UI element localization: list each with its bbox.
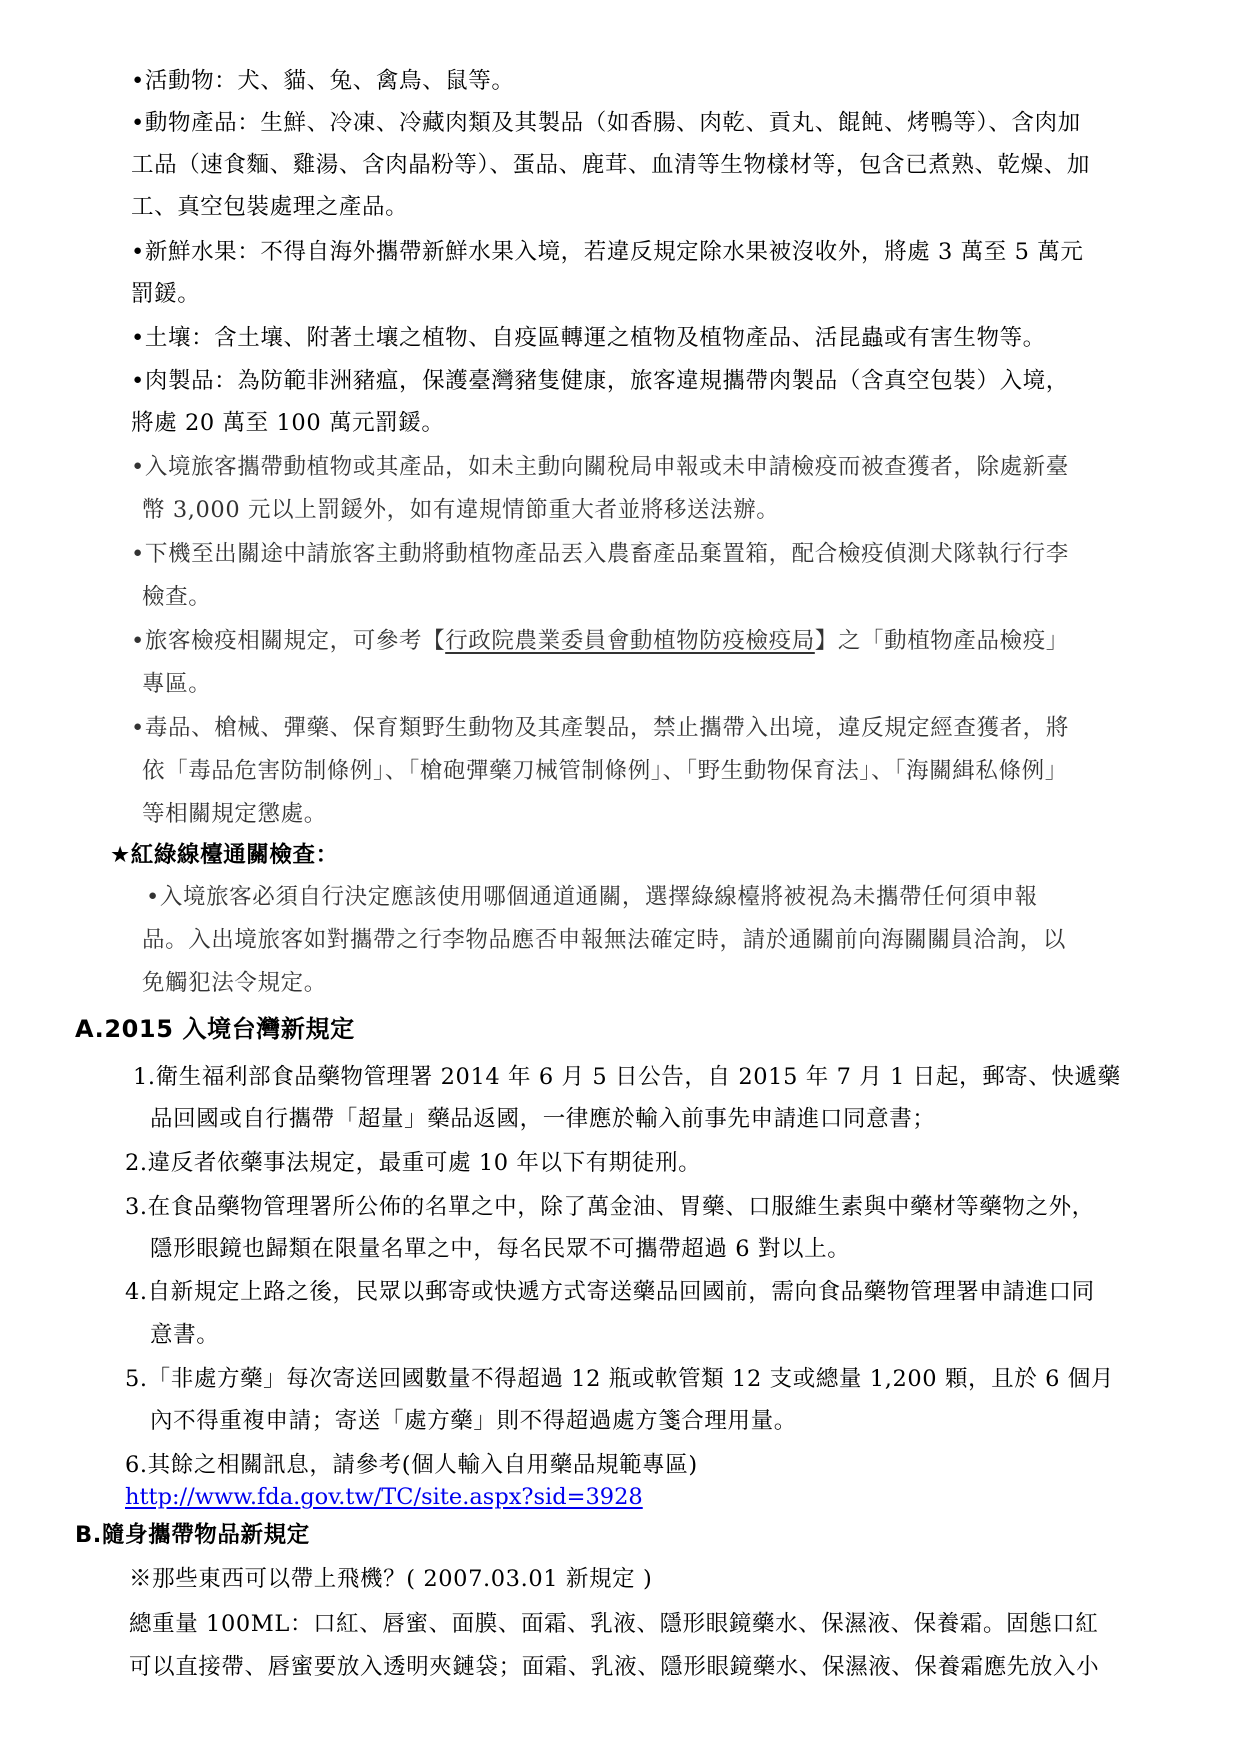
text-line: 檢查。 <box>142 584 212 610</box>
bullet-meat-products: •肉製品：為防範非洲豬瘟，保護臺灣豬隻健康，旅客違規攜帶肉製品（含真空包裝）入境， <box>131 368 1069 394</box>
text-line: 等相關規定懲處。 <box>142 801 327 827</box>
quarantine-bureau-link[interactable]: 行政院農業委員會動植物防疫檢疫局 <box>445 628 815 654</box>
text-line: 幣 3,000 元以上罰鍰外，如有違規情節重大者並將移送法辦。 <box>142 497 780 523</box>
section-a-item-4: 4.自新規定上路之後，民眾以郵寄或快遞方式寄送藥品回國前，需向食品藥物管理署申請進口同 <box>125 1279 1095 1305</box>
text-line: 可以直接帶、唇蜜要放入透明夾鏈袋；面霜、乳液、隱形眼鏡藥水、保濕液、保養霜應先放入小 <box>129 1654 1100 1680</box>
bullet-disposal-bin: •下機至出關途中請旅客主動將動植物產品丟入農畜產品棄置箱，配合檢疫偵測犬隊執行行李 <box>131 541 1069 567</box>
customs-heading: ★紅綠線檯通關檢查： <box>110 842 339 868</box>
text-line: 專區。 <box>142 671 212 697</box>
bullet-quarantine-reference <box>131 626 1069 656</box>
section-b-heading: B.隨身攜帶物品新規定 <box>75 1522 310 1548</box>
bullet-declaration: •入境旅客攜帶動植物或其產品，如未主動向關稅局申報或未申請檢疫而被查獲者，除處新臺 <box>131 454 1069 480</box>
text-line: 品。入出境旅客如對攜帶之行李物品應否申報無法確定時，請於通關前向海關關員洽詢，以 <box>142 927 1067 953</box>
section-b-question: ※那些東西可以帶上飛機？( 2007.03.01 新規定 ) <box>129 1566 653 1592</box>
text-line: 罰鍰。 <box>131 281 201 307</box>
text-line: 工、真空包裝處理之產品。 <box>131 194 409 220</box>
bullet-live-animals: •活動物：犬、貓、兔、禽鳥、鼠等。 <box>131 68 515 94</box>
section-a-item-2: 2.違反者依藥事法規定，最重可處 10 年以下有期徒刑。 <box>125 1150 702 1176</box>
text-segment: 】之「動植物產品檢疫」 <box>814 628 1069 654</box>
bullet-soil: •土壤：含土壤、附著土壤之植物、自疫區轉運之植物及植物產品、活昆蟲或有害生物等。 <box>131 325 1046 351</box>
section-a-item-1: 1.衛生福利部食品藥物管理署 2014 年 6 月 5 日公告，自 2015 年 7 月 1 日起，郵寄、快遞藥 <box>133 1064 1121 1090</box>
section-b-text: 總重量 100ML：口紅、唇蜜、面膜、面霜、乳液、隱形眼鏡藥水、保濕液、保養霜。固態口紅 <box>129 1611 1099 1637</box>
text-line: 依「毒品危害防制條例」、「槍砲彈藥刀械管制條例」、「野生動物保育法」、「海關緝私條例」 <box>142 758 1068 784</box>
text-line: 意書。 <box>150 1322 220 1348</box>
text-line: 將處 20 萬至 100 萬元罰鍰。 <box>131 410 445 436</box>
text-line: 品回國或自行攜帶「超量」藥品返國，一律應於輸入前事先申請進口同意書； <box>150 1106 936 1132</box>
text-line: 內不得重複申請；寄送「處方藥」則不得超過處方箋合理用量。 <box>150 1408 797 1434</box>
fda-url-link[interactable]: http://www.fda.gov.tw/TC/site.aspx?sid=3928 <box>125 1484 643 1510</box>
section-a-heading: A.2015 入境台灣新規定 <box>75 1015 355 1043</box>
bullet-animal-products: •動物產品：生鮮、冷凍、冷藏肉類及其製品（如香腸、肉乾、貢丸、餛飩、烤鴨等）、含肉加 <box>131 110 1081 136</box>
section-a-item-3: 3.在食品藥物管理署所公佈的名單之中，除了萬金油、胃藥、口服維生素與中藥材等藥物之外， <box>125 1194 1095 1220</box>
customs-bullet: •入境旅客必須自行決定應該使用哪個通道通關，選擇綠線檯將被視為未攜帶任何須申報 <box>146 884 1038 910</box>
text-line: 工品（速食麵、雞湯、含肉晶粉等）、蛋品、鹿茸、血清等生物樣材等，包含已煮熟、乾燥、加 <box>131 152 1090 178</box>
text-line: 免觸犯法令規定。 <box>142 970 327 996</box>
text-segment: •旅客檢疫相關規定，可參考【 <box>131 628 446 654</box>
bullet-prohibited-items: •毒品、槍械、彈藥、保育類野生動物及其產製品，禁止攜帶入出境，違反規定經查獲者，將 <box>131 715 1069 741</box>
section-a-item-5: 5.「非處方藥」每次寄送回國數量不得超過 12 瓶或軟管類 12 支或總量 1,200 顆，且於 6 個月 <box>125 1366 1114 1392</box>
bullet-fresh-fruit: •新鮮水果：不得自海外攜帶新鮮水果入境，若違反規定除水果被沒收外，將處 3 萬至 5 萬元 <box>131 239 1084 265</box>
text-line: 隱形眼鏡也歸類在限量名單之中，每名民眾不可攜帶超過 6 對以上。 <box>150 1236 851 1262</box>
section-a-item-6: 6.其餘之相關訊息，請參考(個人輸入自用藥品規範專區) <box>125 1452 698 1478</box>
